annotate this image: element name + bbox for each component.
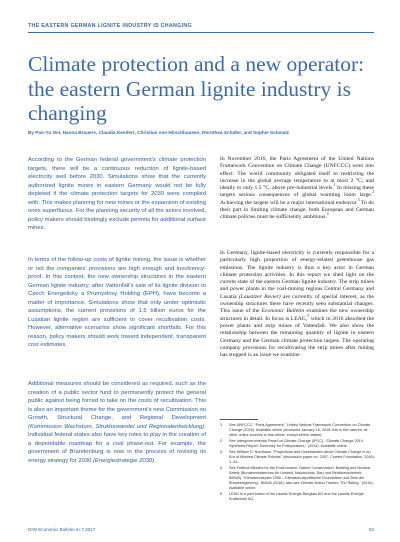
footnote-text: See William D. Nordhaus, “Projections and Uncertainties about Climate Change in an Era of Minimal Climate Policies” (discussion paper no. 2057, Cowles Foundation, 2016): 1–43. <box>229 449 375 464</box>
footnotes <box>220 423 376 502</box>
footnote-3 <box>220 450 376 465</box>
body-p2-publication-name: Economic Bulletin <box>261 308 305 315</box>
article-title: Climate protection and a new operator: the eastern German lignite industry is changing <box>28 52 365 125</box>
footnote-text: LEAG is a joint brand of the Lausitz Energie Bergbau AG and the Lausitz Energie Kraftwerke AG. <box>229 491 364 501</box>
body-p1-text-d: To do their part in limiting climate change, both European and German climate policies must be sufficiently ambitious. <box>220 199 374 221</box>
body-p2-region-name: (Lausitzer Revier) <box>238 293 281 300</box>
lead-p3-strategy-name: (Energiestrategie 2030) <box>92 457 155 464</box>
footnote-number: 4 <box>220 465 223 470</box>
body-p1-text-a: In November 2016, the Paris Agreement of the United Nations Framework Convention on Climate Change (UNFCCC) went into effect. The world community obligated itself to restricting the increase in the global average temperature to at most 2 °C, and ideally to only 1.5 °C, above pre-industrial levels. <box>220 156 374 192</box>
page-number: 63 <box>368 527 374 532</box>
lead-p3-text-c: . <box>154 457 156 464</box>
footnote-1 <box>220 423 376 438</box>
author-line: By Pao-Yu Oei, Hanna Brauers, Claudia Kemfert, Christian von Hirschhausen, Dorothea Schäfer, and Sophie Schmalz <box>28 130 290 135</box>
lead-paragraph-3 <box>28 380 206 465</box>
footnote-number: 1 <box>220 423 223 427</box>
journal-footer: DIW Economic Bulletin 6+7.2017 <box>28 527 96 532</box>
lead-p3-commission-name: (Kommission Wachstum, Strukturwandel und Regionalentwicklung) <box>28 423 205 430</box>
body-p1-text-b: In missing these targets serious consequences of global warming loom large. <box>220 185 374 199</box>
running-head: THE EASTERN GERMAN LIGNITE INDUSTRY IS CHANGING <box>28 23 192 29</box>
lead-paragraph-1: According to the German federal government’s climate protection targets, there will be a continuous reduction of lignite-based electricity well before 2030. Simulations show that the currently authorized lignite mines in eastern Germany would not be fully depleted if the climate protection targets for 2030 were complied with. This makes planning for new mines or the expansion of existing ones superfluous. For the planning security of all the actors involved, policy makers should bindingly exclude permits for additional surface mines. <box>28 157 206 232</box>
body-paragraph-1 <box>220 156 374 222</box>
footnote-rule <box>220 419 258 420</box>
body-p2-text-d: which in 2016 absorbed the power plants and strip mines of Vattenfall. We also show the relationship between the remaining quantity of lignite in eastern Germany and the German climate protection targets. The operating company provisions for recultivating the strip mines after mining has stopped is an issue we examine <box>220 315 374 359</box>
footnote-ref-3: 3 <box>357 197 360 202</box>
footnote-text: See UNFCCC, “Paris Agreement,” United Nations Framework Convention on Climate Change (2015). Available online (accessed January 16, 2018; this is the case for all other online sources in this article, except where stated). <box>229 423 371 438</box>
footnote-text: See Federal Ministry for the Environment, Nature Conservation, Building and Nuclear Safety (Bundesministerium für Umwelt, Naturschutz, Bau und Reaktorsicherheit, BMUB), “Klimaschutzplan 2050 – Klimaschutzpolitische Grundsätze und Ziele der Bundesregierung,” BMUB (2016); also see Climate Action Tracker, “EU Rating,” (2016). Available online. <box>229 465 374 490</box>
body-p2-text-a: In Germany, lignite-based electricity is currently responsible for a particularly high proportion of energy-related greenhouse gas emissions. The lignite industry is thus a key actor in German climate protection activities. In this report we shed light on the current state of the eastern German lignite industry. The strip mines and power plants in the coal-mining regions Central Germany and Lusatia <box>220 250 374 300</box>
header-rule <box>28 32 374 33</box>
body-paragraph-2 <box>220 250 374 359</box>
footnote-ref-4: 4 <box>326 212 329 217</box>
lead-p3-text-b: . Individual federal states also have key roles to play in the creation of a dependable roadmap for a coal phase-out. For example, the government of Brandenburg is now in the process of revising its energy strategy for 2030 <box>28 423 206 464</box>
body-p2-text-c: examines the new ownership structures in detail. In focus is LEAG, <box>220 308 374 322</box>
body-p1-text-c: Achieving the targets will be a major international endeavor. <box>220 199 358 206</box>
footnote-2 <box>220 439 376 449</box>
footnote-ref-2: 2 <box>372 190 374 195</box>
footnote-ref-5: 5 <box>307 313 310 318</box>
body-p2-text-b: are currently of special interest, as the ownership structures there have recently seen substantial changes. This issue of the <box>220 293 374 315</box>
footnote-number: 5 <box>220 491 223 496</box>
footnote-ref-1: 1 <box>333 183 336 188</box>
footnote-number: 2 <box>220 438 223 443</box>
lead-p3-text-a: Additional measures should be considered as required, such as the creation of a public sector fund to permanently protect the general public against being forced to take on the costs of recultivation. This is also an important theme for the government’s new Commission on Growth, Structural Change, and Regional Development <box>28 381 206 422</box>
footnote-text: See Intergovernmental Panel on Climate Change (IPCC), “Climate Change 2014 Synthesis Report: Summary for Policymakers,” (2014). Available online. <box>229 438 363 448</box>
footnote-4 <box>220 466 376 491</box>
footnote-5 <box>220 492 376 502</box>
lead-paragraph-2: In terms of the follow-up costs of lignite mining, the issue is whether or not the companies’ provisions are high enough and insolvency-proof. In this context, the new ownership structures in the eastern German lignite industry, after Vattenfall’s sale of its lignite division to Czech Energeticky a Prumyslovy Holding (EPH), have become a matter of importance. Simulations show that only under optimistic assumptions, the current provisions of 1.5 billion euros for the Lusatian lignite region are sufficient to cover recultivation costs. However, alternative scenarios show significant shortfalls. For this reason, policy makers should work toward independent, transparent cost estimates. <box>28 257 206 349</box>
footnote-number: 3 <box>220 449 223 454</box>
